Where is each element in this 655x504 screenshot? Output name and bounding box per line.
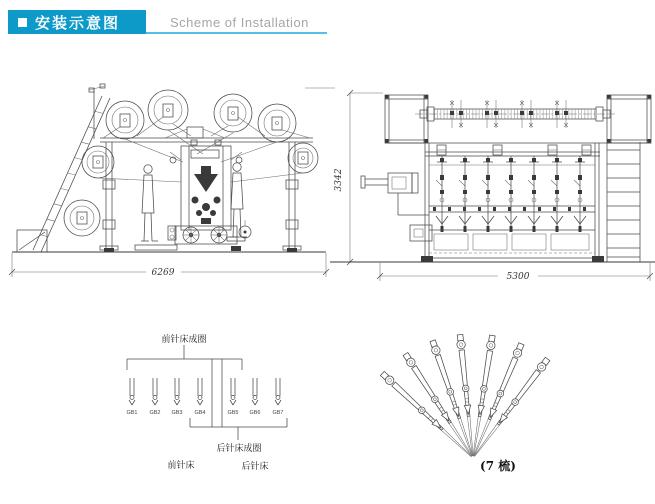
top-frame bbox=[100, 88, 335, 142]
guide-bar-symbol bbox=[126, 378, 137, 416]
guide-bar-assignment-diagram bbox=[105, 320, 305, 480]
front-view-height-dim: 3342 bbox=[334, 168, 344, 192]
yarn-beam bbox=[64, 200, 100, 236]
left-platform bbox=[385, 95, 428, 143]
guide-bar-symbol bbox=[171, 378, 182, 416]
gb-label: GB6 bbox=[249, 410, 261, 416]
section-title-english: Scheme of Installation bbox=[170, 15, 309, 30]
guide-bar-symbol bbox=[272, 378, 283, 416]
front-bed-looping-label: 前针床成圈 bbox=[161, 335, 207, 345]
gb-label: GB4 bbox=[194, 410, 206, 416]
front-bed-label: 前针床 bbox=[167, 461, 195, 471]
gb-label: GB2 bbox=[149, 410, 161, 416]
guide-bar-fan-diagram bbox=[375, 315, 575, 480]
guide-bar-symbol bbox=[227, 378, 238, 416]
access-ladder bbox=[607, 142, 640, 262]
operator-platform bbox=[135, 245, 177, 250]
machine-side-view-drawing bbox=[5, 80, 335, 292]
section-title-chinese: 安装示意图 bbox=[35, 14, 121, 32]
yarn-beam bbox=[148, 90, 188, 130]
yarn-beam bbox=[258, 104, 296, 142]
operator-figure bbox=[141, 165, 158, 241]
back-bed-label: 后针床 bbox=[241, 462, 269, 472]
back-bed-looping-label: 后针床成圈 bbox=[216, 444, 262, 454]
creel-ladder bbox=[17, 96, 110, 252]
yarn-beam bbox=[214, 94, 252, 132]
guide-bar-symbol bbox=[194, 378, 205, 416]
fan-bar bbox=[469, 335, 496, 457]
yarn-beam bbox=[106, 101, 144, 139]
side-view-width-dim: 6269 bbox=[151, 268, 175, 278]
header-underline bbox=[146, 32, 327, 34]
top-mast bbox=[89, 84, 105, 139]
hand-wheel bbox=[183, 227, 199, 243]
fan-caption: (7 梳) bbox=[480, 459, 516, 473]
dimension-width bbox=[9, 252, 329, 278]
gb-label: GB5 bbox=[227, 410, 239, 416]
yarn-beam bbox=[288, 143, 318, 173]
pattern-units bbox=[436, 156, 586, 232]
bullet-square-icon bbox=[18, 18, 27, 27]
guide-bar-symbol bbox=[249, 378, 260, 416]
drive-motor bbox=[361, 173, 432, 241]
guide-bar-symbol bbox=[149, 378, 160, 416]
gb-label: GB3 bbox=[171, 410, 183, 416]
section-title-box bbox=[8, 10, 146, 34]
machine-front-view-drawing bbox=[330, 80, 655, 295]
front-view-width-dim: 5300 bbox=[506, 272, 530, 282]
knitting-head bbox=[168, 140, 251, 251]
right-platform bbox=[607, 95, 651, 143]
beam-shaft bbox=[415, 107, 615, 121]
yarn-beam bbox=[82, 146, 114, 178]
dimension-width bbox=[330, 262, 655, 282]
gb-label: GB7 bbox=[272, 410, 284, 416]
gb-label: GB1 bbox=[126, 410, 138, 416]
hand-wheel bbox=[211, 227, 227, 243]
dimension-height bbox=[334, 90, 383, 265]
